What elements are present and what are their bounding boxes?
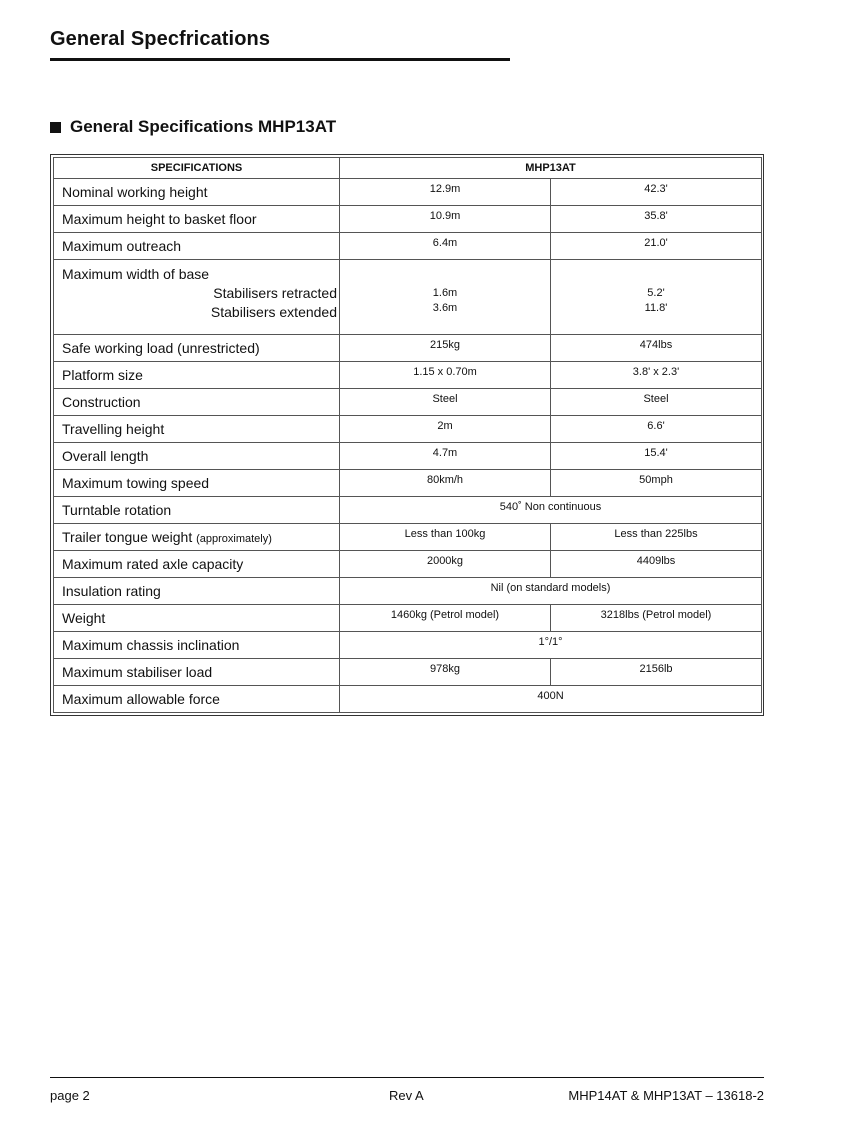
section-heading-text: General Specifications MHP13AT — [70, 117, 337, 136]
row-label: Turntable rotation — [54, 497, 340, 524]
table-row — [54, 260, 762, 335]
footer-revision: Rev A — [389, 1088, 424, 1103]
imperial-value: 4409lbs — [551, 551, 762, 578]
metric-value-group — [340, 260, 551, 335]
row-label: Maximum height to basket floor — [54, 206, 340, 233]
row-label: Weight — [54, 605, 340, 632]
table-row — [54, 524, 762, 551]
metric-value: 80km/h — [340, 470, 551, 497]
table-row — [54, 497, 762, 524]
imperial-value: 35.8' — [551, 206, 762, 233]
spec-table — [53, 157, 762, 713]
footer-page-number: page 2 — [50, 1088, 90, 1103]
table-row — [54, 362, 762, 389]
row-label: Maximum towing speed — [54, 470, 340, 497]
imperial-value: 42.3' — [551, 179, 762, 206]
merged-value: Nil (on standard models) — [340, 578, 762, 605]
table-row — [54, 632, 762, 659]
imperial-value: 50mph — [551, 470, 762, 497]
row-label: Maximum stabiliser load — [54, 659, 340, 686]
imperial-value: 3.8' x 2.3' — [551, 362, 762, 389]
metric-value-extended: 3.6m — [432, 302, 458, 314]
metric-value: Steel — [340, 389, 551, 416]
imperial-value-extended: 11.8' — [644, 302, 668, 314]
table-row — [54, 389, 762, 416]
imperial-value: 3218lbs (Petrol model) — [551, 605, 762, 632]
metric-value: 1460kg (Petrol model) — [340, 605, 551, 632]
table-row — [54, 686, 762, 713]
row-label-group — [54, 524, 340, 551]
table-row — [54, 578, 762, 605]
table-row — [54, 443, 762, 470]
row-label: Travelling height — [54, 416, 340, 443]
metric-value: 215kg — [340, 335, 551, 362]
imperial-value: 6.6' — [551, 416, 762, 443]
table-row — [54, 551, 762, 578]
imperial-value: 21.0' — [551, 233, 762, 260]
row-label: Safe working load (unrestricted) — [54, 335, 340, 362]
row-label: Nominal working height — [54, 179, 340, 206]
merged-value: 400N — [340, 686, 762, 713]
row-label: Overall length — [54, 443, 340, 470]
imperial-value-group — [551, 260, 762, 335]
table-row — [54, 206, 762, 233]
title-rule — [50, 58, 510, 61]
row-label: Construction — [54, 389, 340, 416]
metric-value: 2000kg — [340, 551, 551, 578]
table-header-row — [54, 158, 762, 179]
footer-rule — [50, 1077, 764, 1078]
metric-value: 978kg — [340, 659, 551, 686]
row-label: Trailer tongue weight — [62, 529, 193, 545]
row-label: Maximum allowable force — [54, 686, 340, 713]
imperial-value: 474lbs — [551, 335, 762, 362]
metric-value: 4.7m — [340, 443, 551, 470]
header-model: MHP13AT — [340, 158, 762, 179]
metric-value: 12.9m — [340, 179, 551, 206]
sub-label-retracted: Stabilisers retracted — [213, 285, 337, 301]
merged-value: 540˚ Non continuous — [340, 497, 762, 524]
table-row — [54, 470, 762, 497]
table-row — [54, 335, 762, 362]
row-label: Maximum rated axle capacity — [54, 551, 340, 578]
metric-value-retracted: 1.6m — [432, 287, 458, 299]
footer-document-id: MHP14AT & MHP13AT – 13618-2 — [568, 1088, 764, 1103]
imperial-value: Less than 225lbs — [551, 524, 762, 551]
row-label: Maximum width of base — [62, 266, 210, 282]
square-bullet-icon — [50, 122, 61, 133]
row-label-note: (approximately) — [196, 533, 272, 545]
row-label: Maximum chassis inclination — [54, 632, 340, 659]
metric-value: 2m — [340, 416, 551, 443]
table-row — [54, 416, 762, 443]
metric-value: 6.4m — [340, 233, 551, 260]
spec-table-frame — [50, 154, 764, 716]
row-label: Insulation rating — [54, 578, 340, 605]
table-row — [54, 659, 762, 686]
table-row — [54, 605, 762, 632]
metric-value: 1.15 x 0.70m — [340, 362, 551, 389]
metric-value: Less than 100kg — [340, 524, 551, 551]
table-row — [54, 179, 762, 206]
page-title: General Specfrications — [50, 28, 271, 50]
metric-value: 10.9m — [340, 206, 551, 233]
imperial-value-retracted: 5.2' — [647, 287, 665, 299]
merged-value: 1°/1° — [340, 632, 762, 659]
table-row — [54, 233, 762, 260]
row-label: Maximum outreach — [54, 233, 340, 260]
imperial-value: 2156lb — [551, 659, 762, 686]
imperial-value: Steel — [551, 389, 762, 416]
imperial-value: 15.4' — [551, 443, 762, 470]
row-label: Platform size — [54, 362, 340, 389]
sub-label-extended: Stabilisers extended — [210, 304, 337, 320]
header-specifications: SPECIFICATIONS — [54, 158, 340, 179]
row-label-group — [54, 260, 340, 335]
section-heading — [50, 117, 336, 137]
